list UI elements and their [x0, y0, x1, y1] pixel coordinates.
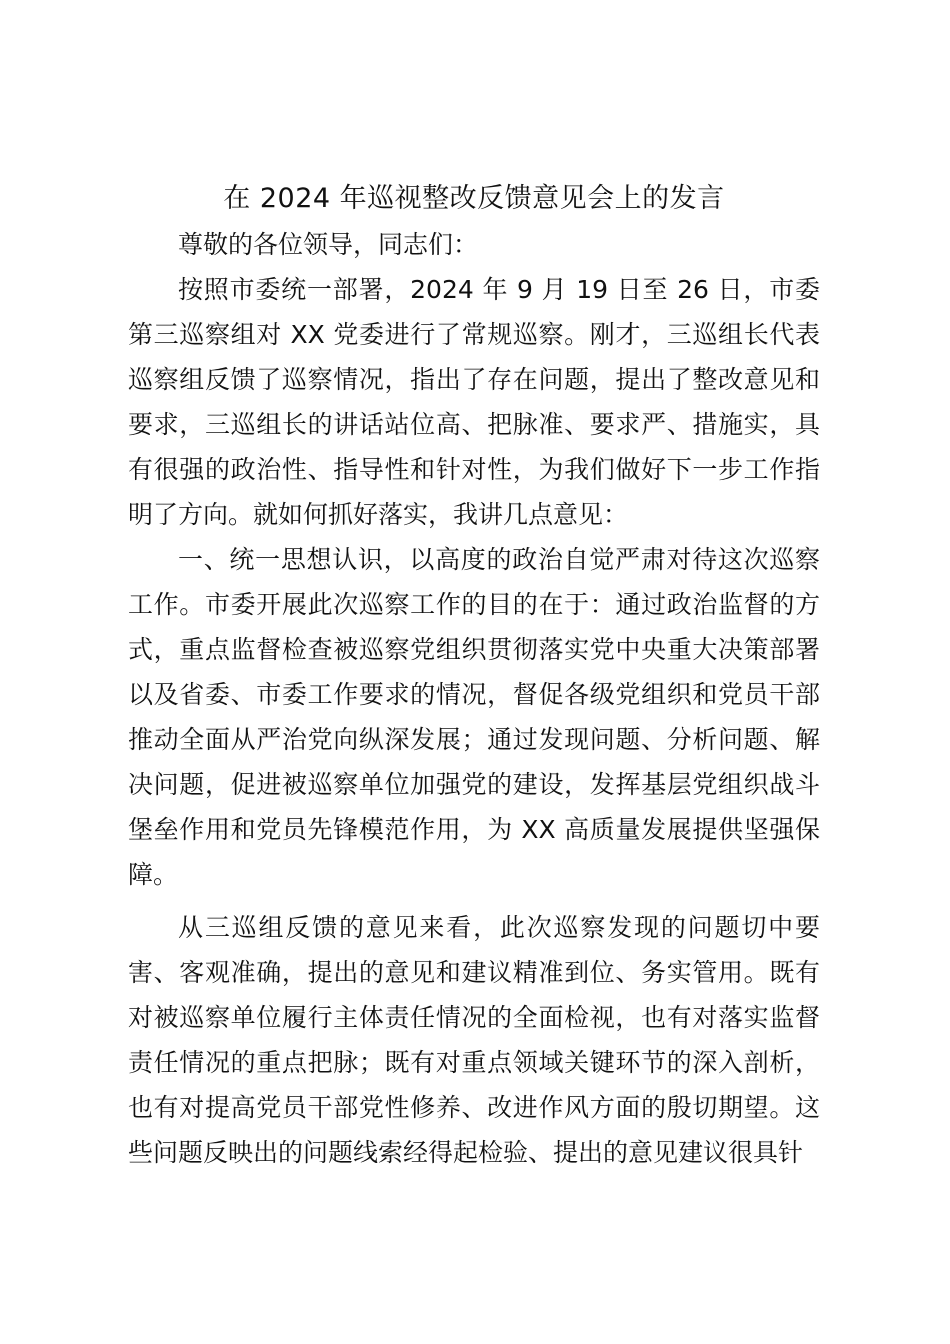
- document-body: [128, 176, 820, 1175]
- paragraph-point-one: 一、统一思想认识，以高度的政治自觉严肃对待这次巡察工作。市委开展此次巡察工作的目的在于：通过政治监督的方式，重点监督检查被巡察党组织贯彻落实党中央重大决策部署以及省委、市委工作要求的情况，督促各级党组织和党员干部推动全面从严治党向纵深发展；通过发现问题、分析问题、解决问题，促进被巡察单位加强党的建设，发挥基层党组织战斗堡垒作用和党员先锋模范作用，为 XX 高质量发展提供坚强保障。: [128, 545, 820, 889]
- paragraph-arrangement: 按照市委统一部署，2024 年 9 月 19 日至 26 日，市委第三巡察组对 XX 党委进行了常规巡察。刚才，三巡组长代表巡察组反馈了巡察情况，指出了存在问题，提出了整改意见和要求，三巡组长的讲话站位高、把脉准、要求严、措施实，具有很强的政治性、指导性和针对性，为我们做好下一步工作指明了方向。就如何抓好落实，我讲几点意见：: [128, 275, 820, 529]
- paragraph-feedback-assessment: 从三巡组反馈的意见来看，此次巡察发现的问题切中要害、客观准确，提出的意见和建议精准到位、务实管用。既有对被巡察单位履行主体责任情况的全面检视，也有对落实监督责任情况的重点把脉；既有对重点领域关键环节的深入剖析，也有对提高党员干部党性修养、改进作风方面的殷切期望。这些问题反映出的问题线索经得起检验、提出的意见建议很具针: [128, 913, 820, 1167]
- document-title: 在 2024 年巡视整改反馈意见会上的发言: [223, 183, 725, 214]
- salutation: 尊敬的各位领导，同志们：: [178, 230, 479, 259]
